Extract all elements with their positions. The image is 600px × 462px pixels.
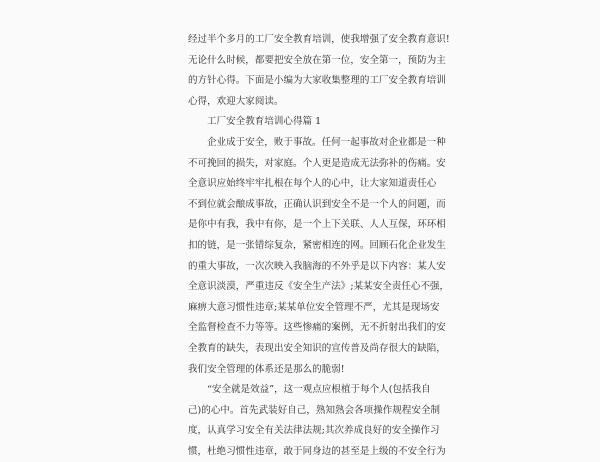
document-body [188,30,450,462]
text-line: 麻痹大意习惯性违章;某某单位安全管理不严，尤其是现场安 [188,301,440,313]
text-line: 不到位就会酿成事故，正确认识到安全不是一个人的问题，而 [188,198,446,210]
text-line: 惯，杜绝习惯性违章，敢于同身边的甚至是上级的不安全行为 [188,445,446,457]
text-line: 无论什么时候，都要把安全放在第一位，安全第一，预防为主 [188,54,446,66]
text-line: “安全就是效益”，这一观点应根植于每个人(包括我自 [207,384,431,396]
text-line: 己)的心中。首先武装好自己，熟知熟会各项操作规程安全制 [188,404,441,416]
text-line: 全监督检查不力等等。这些惨痛的案例，无不折射出我们的安 [188,322,446,334]
text-line: 全意识应始终牢牢扎根在每个人的心中，让大家知道责任心 [188,178,437,190]
text-line: 全教育的缺失，表现出安全知识的宣传普及尚存很大的缺陷， [188,342,446,354]
text-line: 企业成于安全，败于事故。任何一起事故对企业都是一种 [207,136,446,148]
text-line: 是你中有我，我中有你，是一个上下关联、人人互保，环环相 [188,219,446,231]
text-line: 全意识淡漠，严重违反《安全生产法》;某某安全责任心不强， [188,281,450,293]
text-line: 度，认真学习安全有关法律法规;其次养成良好的安全操作习 [188,425,440,437]
text-line: 我们安全管理的体系还是那么的脆弱! [188,363,345,375]
text-line: 的方针心得。下面是小编为大家收集整理的工厂安全教育培训 [188,75,446,87]
text-line: 的重大事故，一次次映入我脑海的不外乎是以下内容：某人安 [188,260,446,272]
text-line: 扣的链，是一张错综复杂，紧密相连的网。回顾石化企业发生 [188,239,446,251]
text-line: 不可挽回的损失，对家庭。个人更是造成无法弥补的伤痛。安 [188,157,446,169]
text-line: 心得，欢迎大家阅读。 [188,95,284,107]
text-line: 经过半个多月的工厂安全教育培训，使我增强了安全教育意识! [188,34,450,45]
section-title: 工厂安全教育培训心得篇 1 [207,116,322,128]
